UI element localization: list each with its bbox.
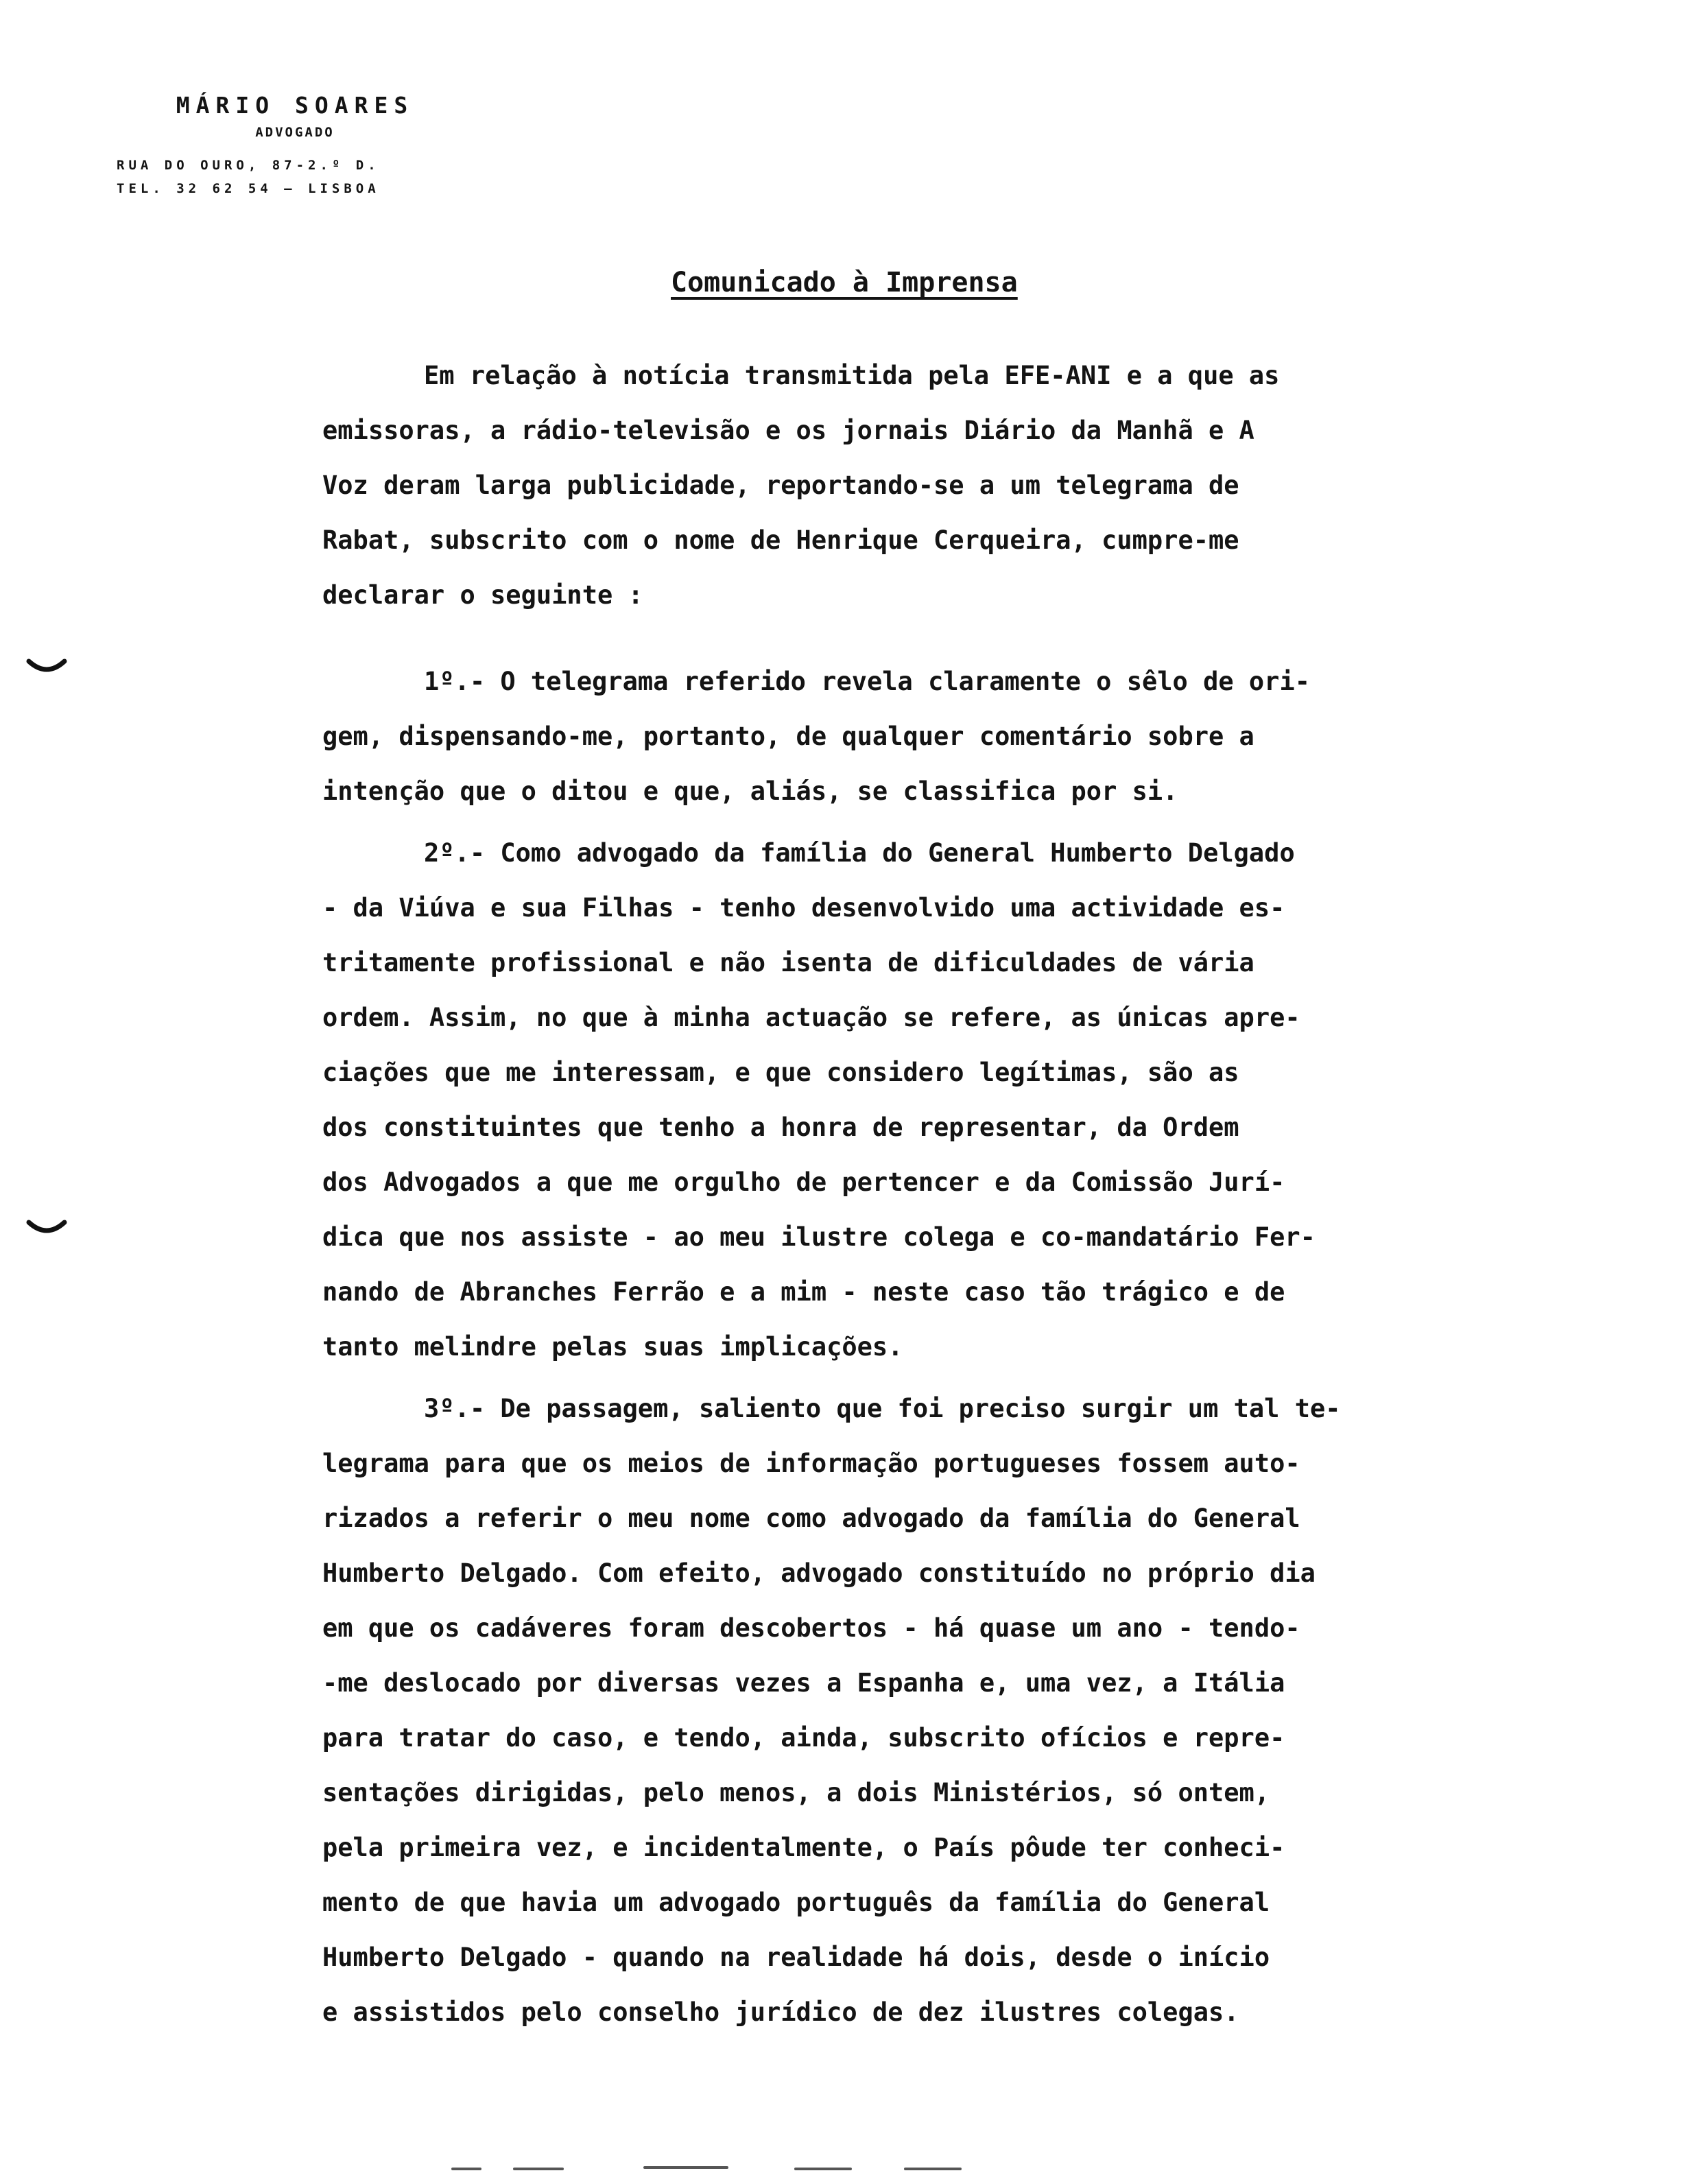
paragraph-point-2: [322, 826, 1619, 1375]
text-line: 1º.- O telegrama referido revela claramente o sêlo de ori-: [424, 667, 1311, 696]
text-line: 3º.- De passagem, saliento que foi preciso surgir um tal te-: [424, 1394, 1341, 1423]
text-line: tanto melindre pelas suas implicações.: [322, 1332, 903, 1362]
text-line: intenção que o ditou e que, aliás, se classifica por si.: [322, 776, 1178, 806]
text-line: Voz deram larga publicidade, reportando-se a um telegrama de: [322, 471, 1239, 500]
text-line: dica que nos assiste - ao meu ilustre colega e co-mandatário Fer-: [322, 1222, 1316, 1252]
text-line: Humberto Delgado - quando na realidade há dois, desde o início: [322, 1943, 1270, 1972]
text-line: legrama para que os meios de informação portugueses fossem auto-: [322, 1449, 1300, 1478]
paragraph-point-3: [322, 1381, 1619, 2040]
document-heading: Comunicado à Imprensa: [671, 267, 1018, 298]
text-line: tritamente profissional e não isenta de dificuldades de vária: [322, 948, 1254, 977]
text-line: gem, dispensando-me, portanto, de qualquer comentário sobre a: [322, 722, 1254, 751]
punch-hole-mark-upper: [26, 657, 67, 678]
document-body: [322, 348, 1619, 2040]
letterhead-phone: TEL. 32 62 54 — LISBOA: [117, 181, 380, 196]
text-line: pela primeira vez, e incidentalmente, o País pôude ter conheci-: [322, 1833, 1285, 1862]
text-line: sentações dirigidas, pelo menos, a dois Ministérios, só ontem,: [322, 1778, 1270, 1807]
punch-hole-mark-lower: [26, 1218, 67, 1239]
text-line: -me deslocado por diversas vezes a Espanha e, uma vez, a Itália: [322, 1668, 1285, 1698]
text-line: ordem. Assim, no que à minha actuação se refere, as únicas apre-: [322, 1003, 1300, 1032]
letterhead-name: MÁRIO SOARES: [176, 92, 414, 119]
text-line: declarar o seguinte :: [322, 580, 643, 610]
text-line: Humberto Delgado. Com efeito, advogado constituído no próprio dia: [322, 1558, 1316, 1588]
paragraph-intro: [322, 348, 1619, 623]
letterhead: [117, 91, 473, 200]
text-line: rizados a referir o meu nome como advogado da família do General: [322, 1504, 1300, 1533]
text-line: emissoras, a rádio-televisão e os jornais Diário da Manhã e A: [322, 416, 1254, 445]
page-bottom-bleed-marks: [439, 2159, 1097, 2173]
text-line: Em relação à notícia transmitida pela EFE-ANI e a que as: [424, 361, 1280, 390]
text-line: ciações que me interessam, e que considero legítimas, são as: [322, 1058, 1239, 1087]
text-line: mento de que havia um advogado português da família do General: [322, 1888, 1270, 1917]
text-line: e assistidos pelo conselho jurídico de dez ilustres colegas.: [322, 1997, 1239, 2027]
letterhead-address: RUA DO OURO, 87-2.º D.: [117, 158, 380, 173]
text-line: nando de Abranches Ferrão e a mim - neste caso tão trágico e de: [322, 1277, 1285, 1307]
text-line: para tratar do caso, e tendo, ainda, subscrito ofícios e repre-: [322, 1723, 1285, 1753]
text-line: - da Viúva e sua Filhas - tenho desenvolvido uma actividade es-: [322, 893, 1285, 923]
letterhead-profession: ADVOGADO: [255, 125, 335, 140]
text-line: em que os cadáveres foram descobertos - há quase um ano - tendo-: [322, 1613, 1300, 1643]
paragraph-point-1: [322, 654, 1619, 819]
text-line: dos Advogados a que me orgulho de pertencer e da Comissão Jurí-: [322, 1167, 1285, 1197]
text-line: dos constituintes que tenho a honra de representar, da Ordem: [322, 1113, 1239, 1142]
text-line: 2º.- Como advogado da família do General Humberto Delgado: [424, 838, 1295, 868]
text-line: Rabat, subscrito com o nome de Henrique Cerqueira, cumpre-me: [322, 525, 1239, 555]
